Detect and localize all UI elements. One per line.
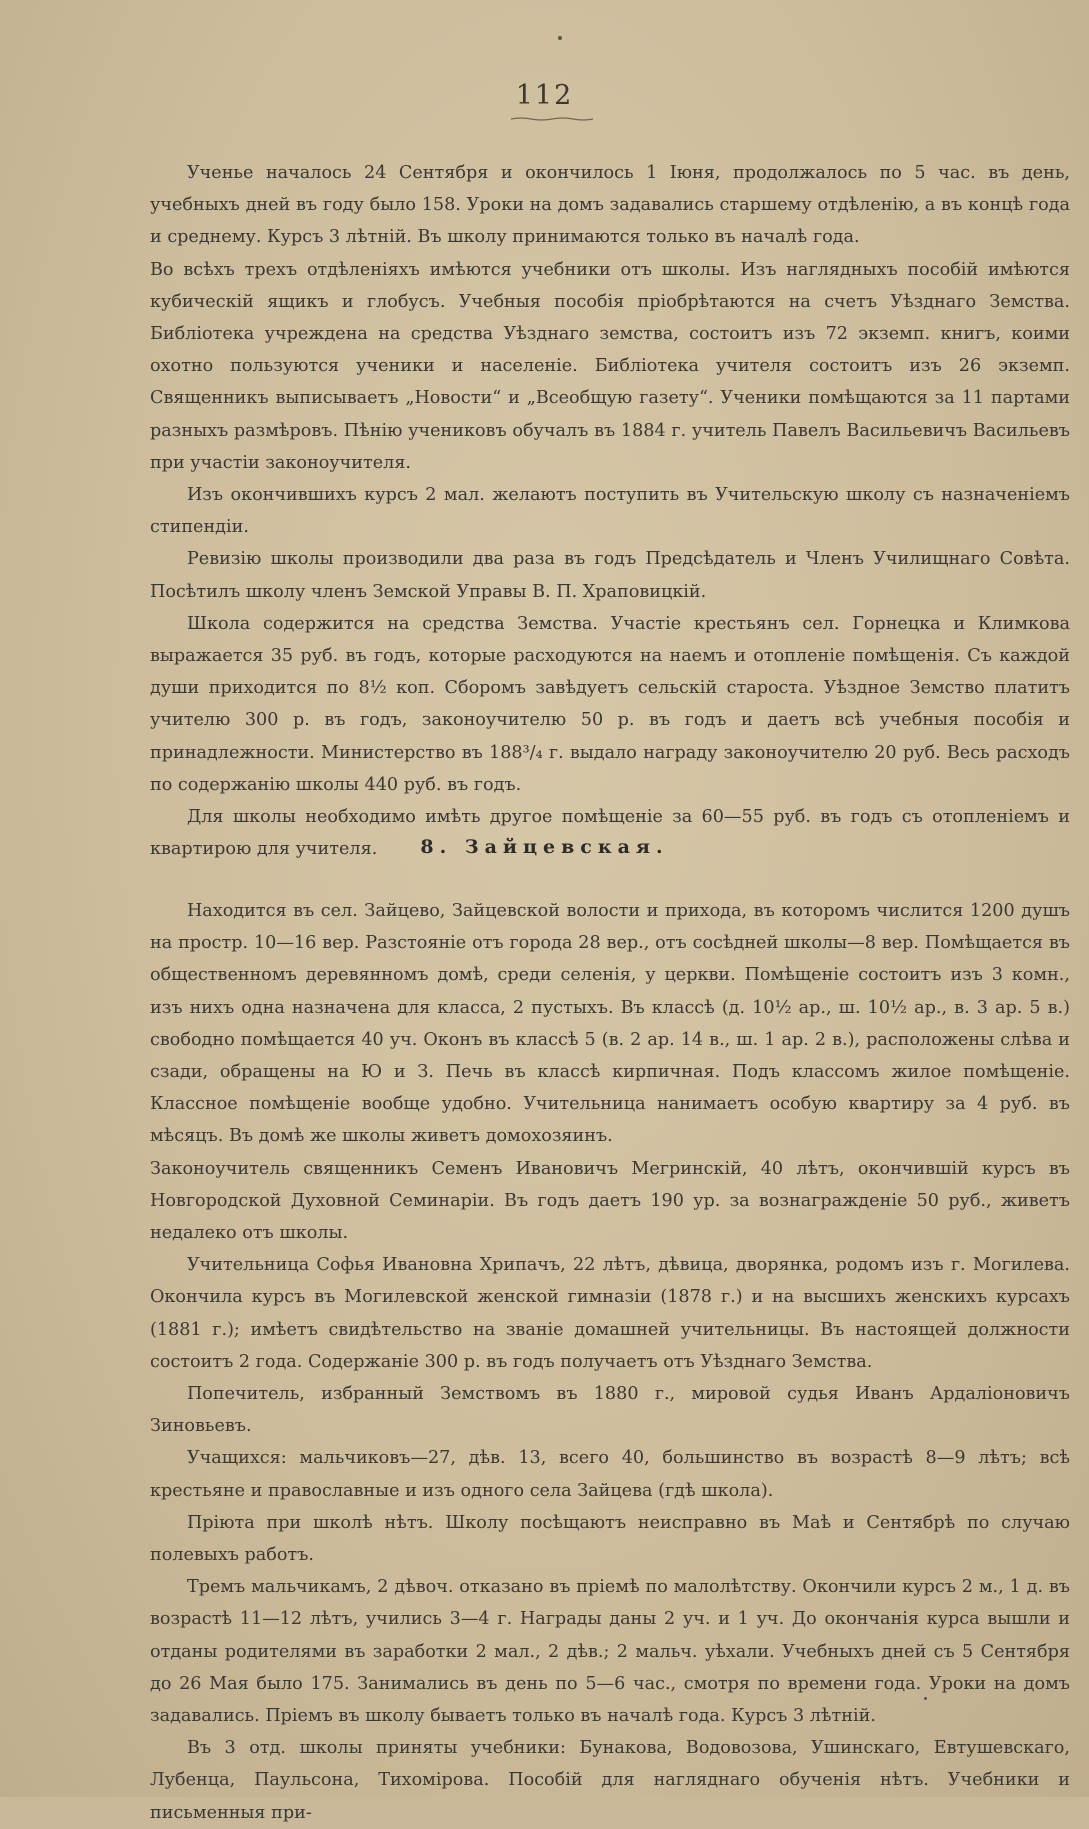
- paragraph: Во всѣхъ трехъ отдѣленіяхъ имѣются учебники отъ школы. Изъ наглядныхъ пособій имѣются кубическій ящикъ и глобусъ. Учебныя пособія пріобрѣтаются на счетъ Уѣзднаго Земства. Библіотека учреждена на средства Уѣзднаго земства, состоитъ изъ 72 экземп. книгъ, коими охотно пользуются ученики и населеніе. Библіотека учителя состоитъ изъ 26 экземп. Священникъ выписываетъ „Новости“ и „Всеобщую газету“. Ученики помѣщаются за 11 партами разныхъ размѣровъ. Пѣнію учениковъ обучалъ въ 1884 г. учитель Павелъ Васильевичъ Васильевъ при участіи законоучителя.: [150, 259, 1070, 473]
- paragraph: Ревизію школы производили два раза въ годъ Предсѣдатель и Членъ Училищнаго Совѣта. Посѣтилъ школу членъ Земской Управы В. П. Храповицкій.: [150, 549, 1070, 602]
- paper-speck: [558, 36, 562, 40]
- paragraph: Законоучитель священникъ Семенъ Ивановичъ Мегринскій, 40 лѣтъ, окончившій курсъ въ Новгородской Духовной Семинаріи. Въ годъ даетъ 190 ур. за вознагражденіе 50 руб., живетъ недалеко отъ школы.: [150, 1158, 1070, 1244]
- paragraph: Тремъ мальчикамъ, 2 дѣвоч. отказано въ пріемѣ по малолѣтству. Окончили курсъ 2 м., 1 д. въ возрастѣ 11—12 лѣтъ, учились 3—4 г. Награды даны 2 уч. и 1 уч. До окончанія курса вышли и отданы родителями въ заработки 2 мал., 2 дѣв.; 2 мальч. уѣхали. Учебныхъ дней съ 5 Сентября до 26 Мая было 175. Занимались въ день по 5—6 час., смотря по времени года. Уроки на домъ задавались. Пріемъ въ школу бываетъ только въ началѣ года. Курсъ 3 лѣтній.: [150, 1577, 1070, 1727]
- paragraph: Для школы необходимо имѣть другое помѣщеніе за 60—55 руб. въ годъ съ отопленіемъ и квартирою для учителя.: [150, 807, 1070, 860]
- page-number: 112: [515, 80, 574, 111]
- paragraph: Школа содержится на средства Земства. Участіе крестьянъ сел. Горнецка и Климкова выражается 35 руб. въ годъ, которые расходуются на наемъ и отопленіе помѣщенія. Съ каждой души приходится по 8½ коп. Сборомъ завѣдуетъ сельскій староста. Уѣздное Земство платитъ учителю 300 р. въ годъ, законоучителю 50 р. въ годъ и даетъ всѣ учебныя пособія и принадлежности. Министерство въ 188³/₄ г. выдало награду законоучителю 20 руб. Весь расходъ по содержанію школы 440 руб. въ годъ.: [150, 613, 1070, 795]
- section-8-body: [150, 895, 1070, 1829]
- paragraph: Пріюта при школѣ нѣтъ. Школу посѣщаютъ неисправно въ Маѣ и Сентябрѣ по случаю полевыхъ работъ.: [150, 1512, 1070, 1566]
- paper-speck: [924, 1697, 927, 1700]
- paragraph: Въ 3 отд. школы приняты учебники: Бунакова, Водовозова, Ушинскаго, Евтушевскаго, Лубенца, Паульсона, Тихомірова. Пособій для нагляднаго обученія нѣтъ. Учебники и письменныя при-: [150, 1738, 1070, 1823]
- paragraph: Учащихся: мальчиковъ—27, дѣв. 13, всего 40, большинство въ возрастѣ 8—9 лѣтъ; всѣ крестьяне и православные и изъ одного села Зайцева (гдѣ школа).: [150, 1448, 1070, 1501]
- section-heading: 8. Зайцевская.: [420, 836, 669, 858]
- paragraph: Находится въ сел. Зайцево, Зайцевской волости и прихода, въ которомъ числится 1200 душъ на простр. 10—16 вер. Разстояніе отъ города 28 вер., отъ сосѣдней школы—8 вер. Помѣщается въ общественномъ деревянномъ домѣ, среди селенія, у церкви. Помѣщеніе состоитъ изъ 3 комн., изъ нихъ одна назначена для класса, 2 пустыхъ. Въ классѣ (д. 10½ ар., ш. 10½ ар., в. 3 ар. 5 в.) свободно помѣщается 40 уч. Оконъ въ классѣ 5 (в. 2 ар. 14 в., ш. 1 ар. 2 в.), расположены слѣва и сзади, обращены на Ю и З. Печь въ классѣ кирпичная. Подъ классомъ жилое помѣщеніе. Классное помѣщеніе вообще удобно. Учительница нанимаетъ особую квартиру за 4 руб. въ мѣсяцъ. Въ домѣ же школы живетъ домохозяинъ.: [150, 901, 1070, 1147]
- paragraph: Ученье началось 24 Сентября и окончилось 1 Іюня, продолжалось по 5 час. въ день, учебныхъ дней въ году было 158. Уроки на домъ задавались старшему отдѣленію, а въ концѣ года и среднему. Курсъ 3 лѣтній. Въ школу принимаются только въ началѣ года.: [150, 163, 1070, 248]
- paragraph: Попечитель, избранный Земствомъ въ 1880 г., мировой судья Иванъ Ардаліоновичъ Зиновьевъ.: [150, 1384, 1070, 1437]
- page-number-ornament: [511, 117, 593, 121]
- paragraph: Учительница Софья Ивановна Хрипачъ, 22 лѣтъ, дѣвица, дворянка, родомъ изъ г. Могилева. Окончила курсъ въ Могилевской женской гимназіи (1878 г.) и на высшихъ женскихъ курсахъ (1881 г.); имѣетъ свидѣтельство на званіе домашней учительницы. Въ настоящей должности состоитъ 2 года. Содержаніе 300 р. въ годъ получаетъ отъ Уѣзднаго Земства.: [150, 1255, 1070, 1372]
- section-7-continuation: [150, 157, 1070, 865]
- paragraph: Изъ окончившихъ курсъ 2 мал. желаютъ поступить въ Учительскую школу съ назначеніемъ стипендіи.: [150, 485, 1070, 538]
